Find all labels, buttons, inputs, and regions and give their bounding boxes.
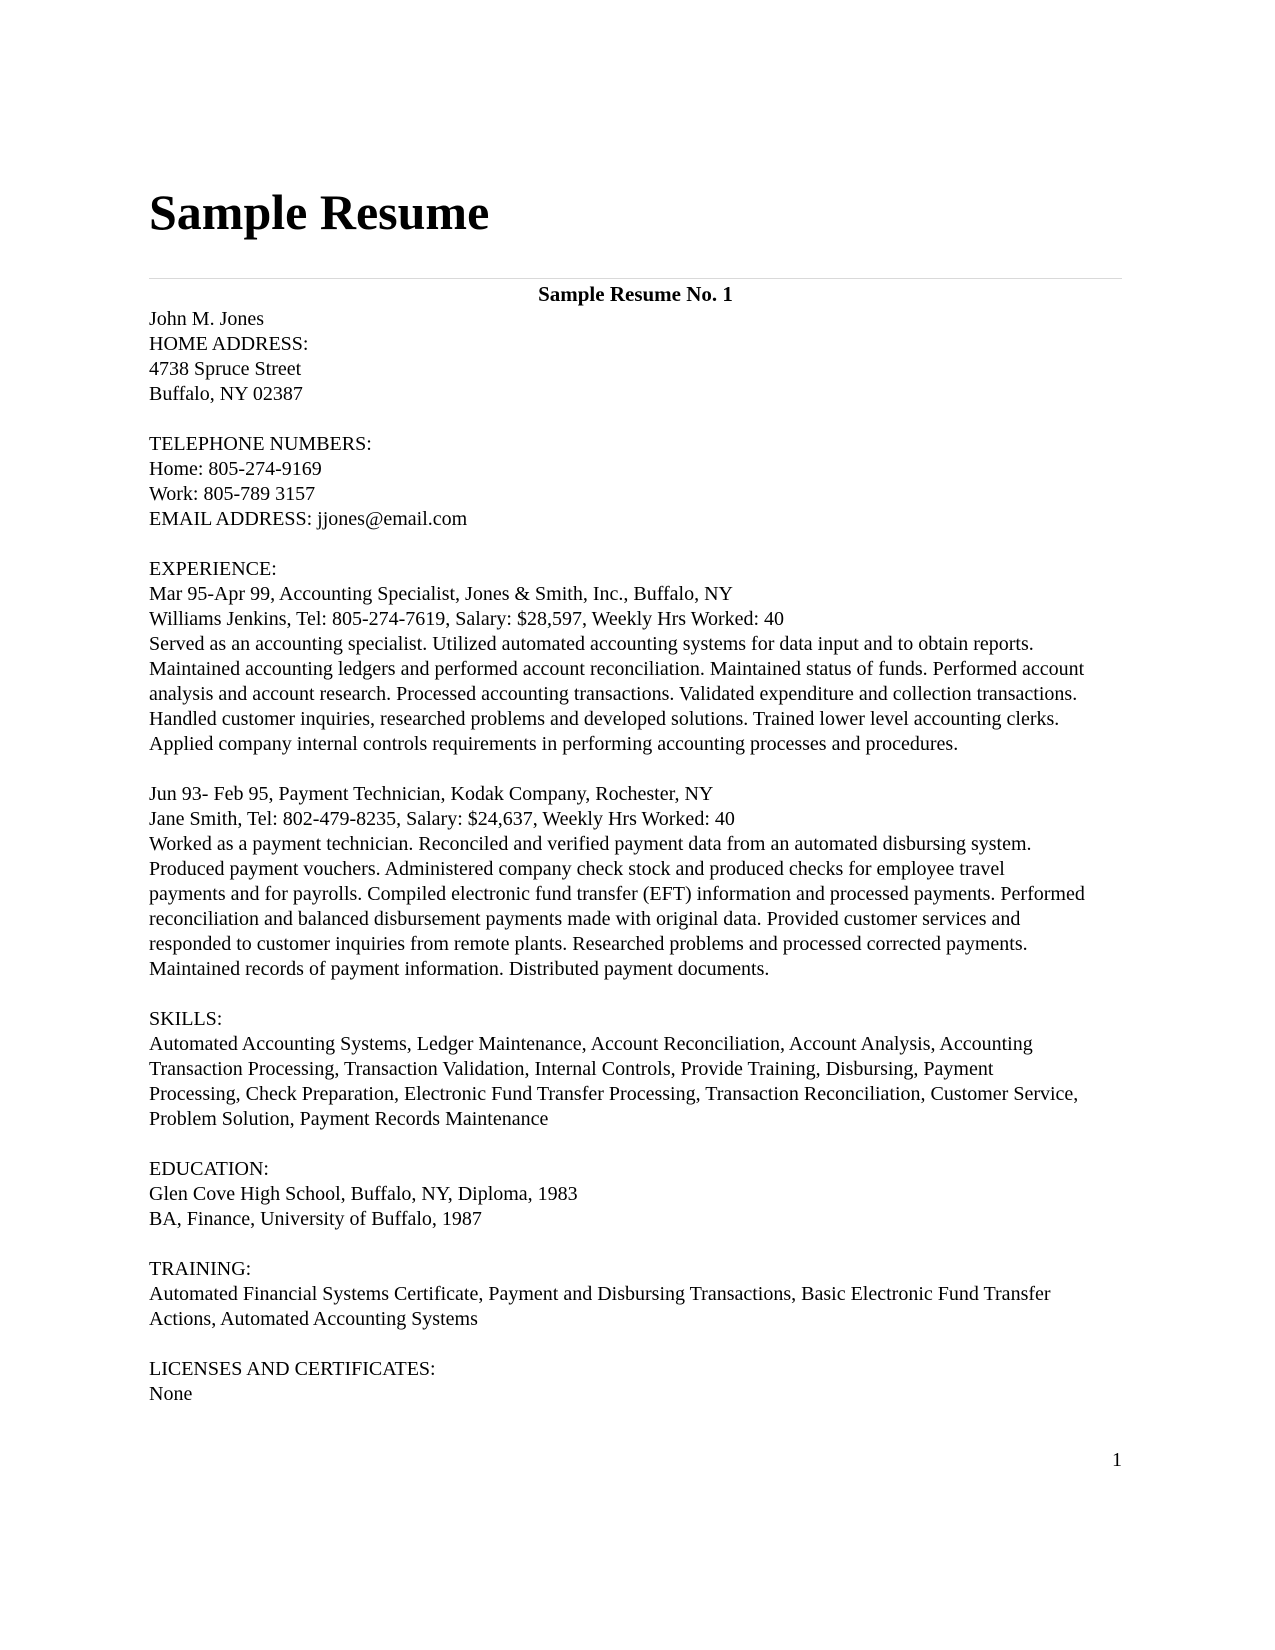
job-description-line: responded to customer inquiries from remote plants. Researched problems and processed corrected payments. (149, 933, 1028, 955)
job-description-line: payments and for payrolls. Compiled electronic fund transfer (EFT) information and processed payments. Performed (149, 883, 1085, 905)
training-section (149, 1257, 1122, 1332)
skills-line: Problem Solution, Payment Records Maintenance (149, 1108, 549, 1130)
telephone-label: TELEPHONE NUMBERS: (149, 433, 372, 455)
spacer (149, 982, 1122, 1007)
contact-name: John M. Jones (149, 308, 265, 330)
licenses-heading: LICENSES AND CERTIFICATES: (149, 1358, 436, 1380)
education-section (149, 1157, 1122, 1232)
email-address: EMAIL ADDRESS: jjones@email.com (149, 508, 468, 530)
resume-body (149, 307, 1122, 1407)
work-phone: Work: 805-789 3157 (149, 483, 316, 505)
page-number: 1 (1112, 1449, 1122, 1471)
city-state-zip: Buffalo, NY 02387 (149, 383, 303, 405)
job-description-line: Produced payment vouchers. Administered company check stock and produced checks for employee travel (149, 858, 1005, 880)
job-title-line: Jun 93- Feb 95, Payment Technician, Kodak Company, Rochester, NY (149, 783, 714, 805)
job-description-line: Maintained records of payment information. Distributed payment documents. (149, 958, 770, 980)
home-phone: Home: 805-274-9169 (149, 458, 322, 480)
licenses-section (149, 1357, 1122, 1407)
job-supervisor-line: Williams Jenkins, Tel: 805-274-7619, Salary: $28,597, Weekly Hrs Worked: 40 (149, 608, 785, 630)
spacer (149, 1132, 1122, 1157)
job-title-line: Mar 95-Apr 99, Accounting Specialist, Jones & Smith, Inc., Buffalo, NY (149, 583, 734, 605)
job-description-line: analysis and account research. Processed accounting transactions. Validated expenditure and collection transactions. (149, 683, 1078, 705)
job-description-line: Handled customer inquiries, researched problems and developed solutions. Trained lower level accounting clerks. (149, 708, 1060, 730)
training-heading: TRAINING: (149, 1258, 252, 1280)
job-description-line: reconciliation and balanced disbursement payments made with original data. Provided customer services and (149, 908, 1021, 930)
skills-line: Processing, Check Preparation, Electronic Fund Transfer Processing, Transaction Reconciliation, Customer Service, (149, 1083, 1079, 1105)
skills-heading: SKILLS: (149, 1008, 223, 1030)
spacer (149, 407, 1122, 432)
education-line: BA, Finance, University of Buffalo, 1987 (149, 1208, 482, 1230)
skills-section (149, 1007, 1122, 1132)
horizontal-rule (149, 278, 1122, 279)
home-address-label: HOME ADDRESS: (149, 333, 309, 355)
training-line: Actions, Automated Accounting Systems (149, 1308, 478, 1330)
job-description-line: Applied company internal controls requirements in performing accounting processes and procedures. (149, 733, 959, 755)
street-address: 4738 Spruce Street (149, 358, 302, 380)
spacer (149, 1232, 1122, 1257)
skills-line: Automated Accounting Systems, Ledger Maintenance, Account Reconciliation, Account Analysis, Accounting (149, 1033, 1033, 1055)
licenses-value: None (149, 1383, 193, 1405)
job-description-line: Served as an accounting specialist. Utilized automated accounting systems for data input and to obtain reports. (149, 633, 1034, 655)
spacer (149, 1332, 1122, 1357)
job-supervisor-line: Jane Smith, Tel: 802-479-8235, Salary: $24,637, Weekly Hrs Worked: 40 (149, 808, 735, 830)
document-subtitle: Sample Resume No. 1 (538, 282, 733, 306)
spacer (149, 532, 1122, 557)
skills-line: Transaction Processing, Transaction Validation, Internal Controls, Provide Training, Disbursing, Payment (149, 1058, 994, 1080)
document-title: Sample Resume (149, 184, 490, 240)
job-description-line: Worked as a payment technician. Reconciled and verified payment data from an automated disbursing system. (149, 833, 1032, 855)
spacer (149, 757, 1122, 782)
education-line: Glen Cove High School, Buffalo, NY, Diploma, 1983 (149, 1183, 578, 1205)
experience-heading: EXPERIENCE: (149, 558, 277, 580)
job-description-line: Maintained accounting ledgers and performed account reconciliation. Maintained status of funds. Performed account (149, 658, 1085, 680)
job-entry (149, 582, 1122, 757)
job-entry (149, 782, 1122, 982)
experience-section (149, 557, 1122, 982)
education-heading: EDUCATION: (149, 1158, 269, 1180)
training-line: Automated Financial Systems Certificate, Payment and Disbursing Transactions, Basic Electronic Fund Transfer (149, 1283, 1051, 1305)
contact-section (149, 307, 1122, 532)
